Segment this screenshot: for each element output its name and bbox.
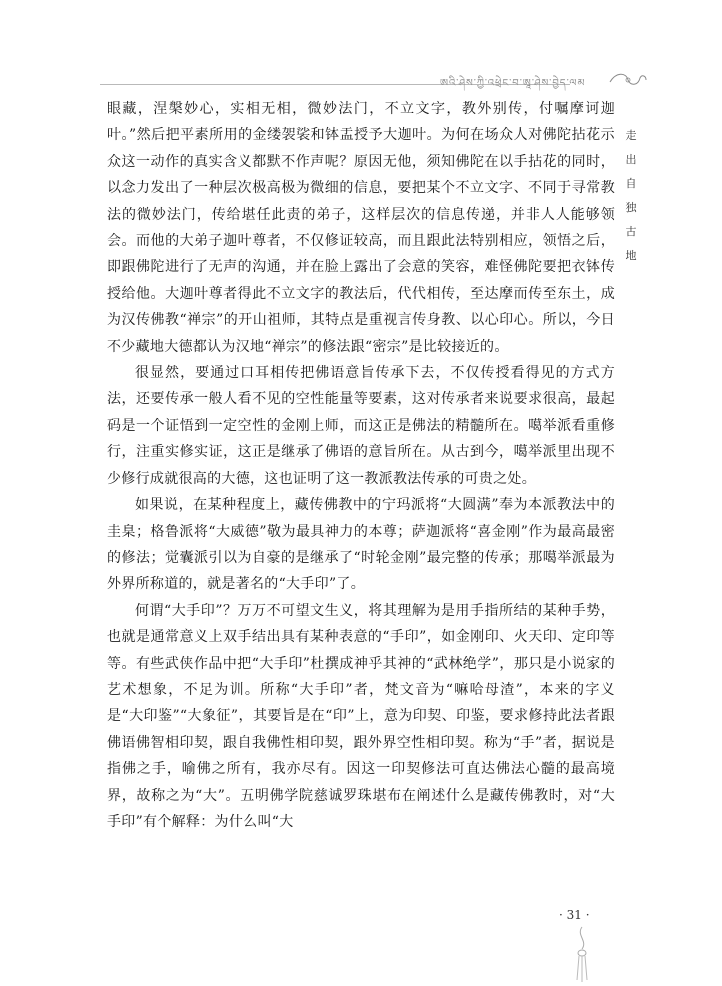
side-title-char: 地 [625,249,637,262]
side-title-char: 出 [625,153,637,166]
paragraph: 何谓“大手印”？万万不可望文生义，将其理解为是用手指所结的某种手势，也就是通常意义上双手结出具有某种表意的“手印”，如金刚印、火天印、定印等等。有些武侠作品中把“大手印”杜撰成神乎其神的“武林绝学”，那只是小说家的艺术想象，不足为训。所称“大手印”者，梵文音为“嘛哈母渣”，本来的字义是“大印鉴”“大象征”，其要旨是在“印”上，意为印契、印鉴，要求修持此法者跟佛语佛智相印契，跟自我佛性相印契，跟外界空性相印契。称为“手”者，据说是指佛之手，喻佛之所有，我亦尽有。因这一印契修法可直达佛法心髓的最高境界，故称之为“大”。五明佛学院慈诚罗珠堪布在阐述什么是藏传佛教时，对“大手印”有个解释：为什么叫“大 [107,602,615,830]
paragraph: 眼藏，涅槃妙心，实相无相，微妙法门，不立文字，教外别传，付嘱摩诃迦叶。”然后把平素所用的金缕袈裟和钵盂授予大迦叶。为何在场众人对佛陀拈花示众这一动作的真实含义都默不作声呢？原因无他，须知佛陀在以手拈花的同时，以念力发出了一种层次极高极为微细的信息，要把某个不立文字、不同于寻常教法的微妙法门，传给堪任此责的弟子，这样层次的信息传递，并非人人能够领会。而他的大弟子迦叶尊者，不仅修证较高，而且跟此法特别相应，领悟之后，即跟佛陀进行了无声的沟通，并在脸上露出了会意的笑容，难怪佛陀要把衣钵传授给他。大迦叶尊者得此不立文字的教法后，代代相传，至达摩而传至东土，成为汉传佛教“禅宗”的开山祖师，其特点是重视言传身教、以心印心。所以，今日不少藏地大德都认为汉地“禅宗”的修法跟“密宗”是比较接近的。 [107,101,615,355]
paragraph: 很显然，要通过口耳相传把佛语意旨传承下去，不仅传授看得见的方式方法，还要传承一般人看不见的空性能量等要素，这对传承者来说要求很高，最起码是一个证悟到一定空性的金刚上师，而这正是佛法的精髓所在。噶举派看重修行，注重实修实证，这正是继承了佛语的意旨所在。从古到今，噶举派里出现不少修行成就很高的大德，这也证明了这一教派教法传承的可贵之处。 [107,365,615,487]
header-ornament-icon [608,70,648,90]
body-text [107,96,615,835]
side-title-char: 自 [625,177,637,190]
side-title-char: 独 [625,201,637,214]
side-chapter-title [622,124,640,268]
side-title-char: 古 [625,225,637,238]
side-title-char: 走 [625,129,637,142]
running-header-tibetan: ཨའི་ཤེས་ཀྱི་འཕྲེང་བ་ཨཱ་ཤེས་བྱེད་ལམ [440,78,586,89]
tassel-ornament-icon [562,925,602,985]
paragraph: 如果说，在某种程度上，藏传佛教中的宁玛派将“大圆满”奉为本派教法中的圭臬；格鲁派将“大威德”敬为最具神力的本尊；萨迦派将“喜金刚”作为最高最密的修法；觉囊派引以为自豪的是继承了“时轮金刚”最完整的传承；那噶举派最为外界所称道的，就是著名的“大手印”了。 [107,497,615,593]
page-number: · 31 · [559,908,590,922]
